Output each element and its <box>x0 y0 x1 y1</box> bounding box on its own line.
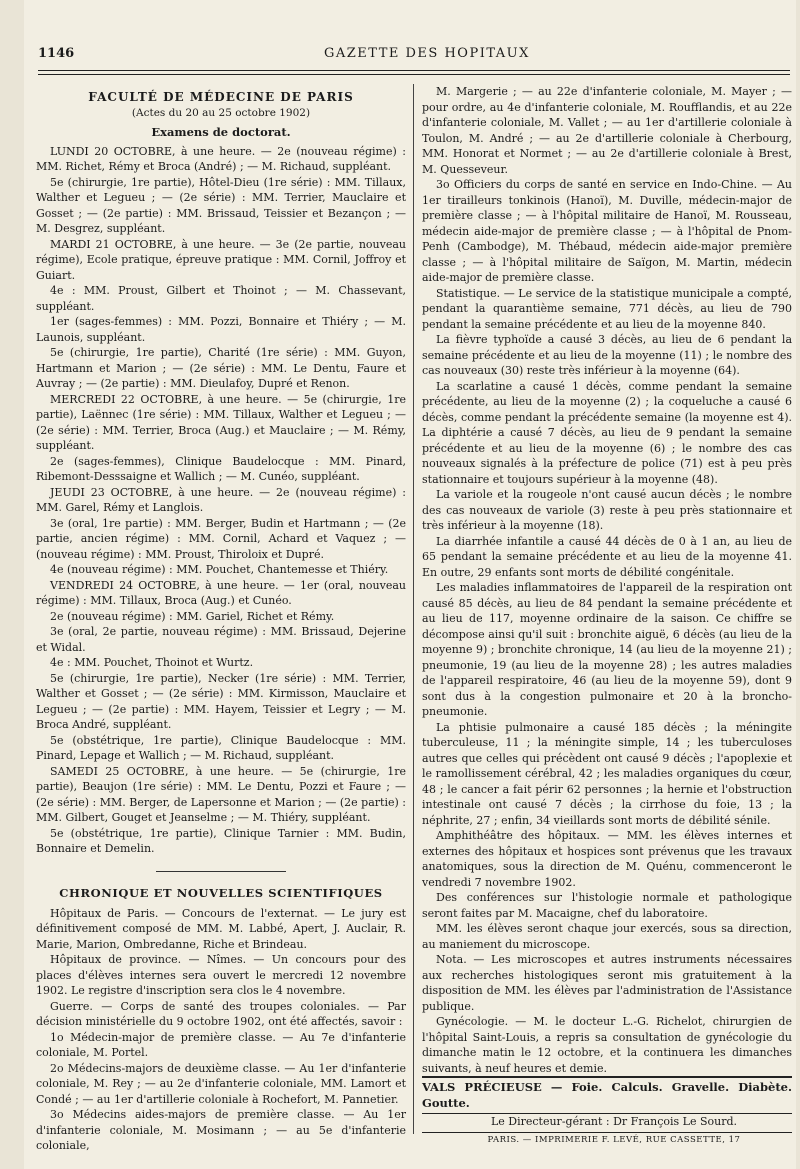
chronique-paragraph: 3o Médecins aides-majors de première classe. — Au 1er d'infanterie coloniale, M. Mosimann ; — au 5e d'infanterie coloniale, <box>36 1108 406 1152</box>
exam-paragraph: 4e (nouveau régime) : MM. Pouchet, Chantemesse et Thiéry. <box>50 563 389 576</box>
article-paragraph: La fièvre typhoïde a causé 3 décès, au lieu de 6 pendant la semaine précédente et au lieu de la moyenne (11) ; le nombre des cas nouveaux (30) reste très inférieur à la moyenne (64). <box>422 333 792 377</box>
article-paragraph: Gynécologie. — M. le docteur L.-G. Richelot, chirurgien de l'hôpital Saint-Louis, a repris sa consultation de gynécologie du dimanche matin le 12 octobre, et la continuera les dimanches suivants, à neuf heures et demie. <box>422 1015 792 1075</box>
chronique-paragraph: Guerre. — Corps de santé des troupes coloniales. — Par décision ministérielle du 9 octobre 1902, ont été affectés, savoir : <box>36 999 406 1028</box>
exam-paragraph: LUNDI 20 OCTOBRE, à une heure. — 2e (nouveau régime) : MM. Richet, Rémy et Broca (André) ; — M. Richaud, suppléant. <box>36 144 406 173</box>
article-paragraph: 3o Officiers du corps de santé en service en Indo-Chine. — Au 1er tirailleurs tonkinois (Hanoï), M. Duville, médecin-major de première classe ; — à l'hôpital militaire de Hanoï, M. Rousseau, médecin aide-major de première classe ; — à l'hôpital de Pnom-Penh (Cambodge), M. Thébaud, médecin aide-major première classe ; — à l'hôpital militaire de Saïgon, M. Martin, médecin aide-major de première classe. <box>422 178 792 284</box>
section-separator <box>36 865 406 881</box>
header-rule-double <box>38 74 790 75</box>
exam-paragraph: 5e (chirurgie, 1re partie), Charité (1re série) : MM. Guyon, Hartmann et Marion ; — (2e série) : MM. Le Dentu, Faure et Auvray ; — (2e partie) : MM. Dieulafoy, Dupré et Renon. <box>36 346 406 390</box>
article-paragraph: Statistique. — Le service de la statistique municipale a compté, pendant la quarantième semaine, 771 décès, au lieu de 790 pendant la semaine précédente et au lieu de la moyenne 840. <box>422 286 792 331</box>
right-column <box>422 84 792 1145</box>
exam-paragraph: 5e (chirurgie, 1re partie), Necker (1re série) : MM. Terrier, Walther et Gosset ; — (2e série) : MM. Kirmisson, Mauclaire et Legueu ; — (2e partie) : MM. Hayem, Teissier et Legry ; — M. Broca André, suppléant. <box>36 671 406 731</box>
exam-paragraph: 3e (oral, 2e partie, nouveau régime) : MM. Brissaud, Dejerine et Widal. <box>36 625 406 654</box>
chronique-paragraph: Hôpitaux de Paris. — Concours de l'externat. — Le jury est définitivement composé de MM. M. Labbé, Apert, J. Auclair, R. Marie, Marion, Ombredanne, Riche et Brindeau. <box>36 906 406 951</box>
chronique-list <box>36 906 406 1154</box>
exams-list <box>36 144 406 857</box>
exam-paragraph: 2e (sages-femmes), Clinique Baudelocque : MM. Pinard, Ribemont-Desssaigne et Wallich ; — M. Cunéo, suppléant. <box>36 454 406 483</box>
article-paragraph: Nota. — Les microscopes et autres instruments nécessaires aux recherches histologiques seront mis gratuitement à la disposition de MM. les élèves par l'administration de l'Assistance publique. <box>422 953 792 1013</box>
section-title-faculte: FACULTÉ DE MÉDECINE DE PARIS <box>88 90 354 104</box>
printer-line: PARIS. — IMPRIMERIE F. LEVÉ, RUE CASSETTE, 17 <box>487 1134 741 1145</box>
exam-paragraph: 5e (obstétrique, 1re partie), Clinique Baudelocque : MM. Pinard, Lepage et Wallich ; — M. Richaud, suppléant. <box>36 733 406 762</box>
exam-paragraph: SAMEDI 25 OCTOBRE, à une heure. — 5e (chirurgie, 1re partie), Beaujon (1re série) : MM. Le Dentu, Pozzi et Faure ; — (2e série) : MM. Berger, de Lapersonne et Marion ; — (2e partie) : MM. Gilbert, Gouget et Jeanselme ; — M. Thiéry, suppléant. <box>36 764 406 824</box>
article-paragraph: Amphithéâtre des hôpitaux. — MM. les élèves internes et externes des hôpitaux et hospices sont prévenus que les travaux anatomiques, sous la direction de M. Quénu, commenceront le vendredi 7 novembre 1902. <box>422 829 792 889</box>
exam-paragraph: 5e (chirurgie, 1re partie), Hôtel-Dieu (1re série) : MM. Tillaux, Walther et Legueu ; — (2e série) : MM. Terrier, Mauclaire et Gosset ; — (2e partie) : MM. Brissaud, Teissier et Bezançon ; — M. Desgrez, suppléant. <box>36 175 406 235</box>
chronique-heading: CHRONIQUE ET NOUVELLES SCIENTIFIQUES <box>59 886 383 900</box>
exam-paragraph: 1er (sages-femmes) : MM. Pozzi, Bonnaire et Thiéry ; — M. Launois, suppléant. <box>36 315 406 344</box>
chronique-paragraph: 1o Médecin-major de première classe. — Au 7e d'infanterie coloniale, M. Portel. <box>36 1030 406 1059</box>
advertisement-vals: VALS PRÉCIEUSE — Foie. Calculs. Gravelle. Diabète. Goutte. <box>422 1076 792 1114</box>
article-paragraph: La phtisie pulmonaire a causé 185 décès ; la méningite tuberculeuse, 11 ; la méningite simple, 14 ; les tuberculoses autres que celles qui précèdent ont causé 9 décès ; l'apoplexie et le ramollissement cérébral, 42 ; les maladies organiques du cœur, 48 ; le cancer a fait périr 62 personnes ; la hernie et l'obstruction intestinale ont causé 7 décès ; la cirrhose du foie, 13 ; la néphrite, 27 ; enfin, 34 vieillards sont morts de débilité sénile. <box>422 720 792 827</box>
exam-paragraph: 4e : MM. Proust, Gilbert et Thoinot ; — M. Chassevant, suppléant. <box>36 284 406 313</box>
section-subtitle-actes: (Actes du 20 au 25 octobre 1902) <box>131 106 311 119</box>
right-paragraphs <box>422 84 792 1076</box>
exam-paragraph: MERCREDI 22 OCTOBRE, à une heure. — 5e (chirurgie, 1re partie), Laënnec (1re série) : MM. Tillaux, Walther et Legueu ; — (2e série) : MM. Terrier, Broca (Aug.) et Mauclaire ; — M. Rémy, suppléant. <box>36 392 406 452</box>
header-rule <box>38 70 790 71</box>
article-paragraph: M. Margerie ; — au 22e d'infanterie coloniale, M. Mayer ; — pour ordre, au 4e d'infanterie coloniale, M. Roufflandis, et au 22e d'infanterie coloniale, M. Vallet ; — au 1er d'artillerie coloniale à Toulon, M. André ; — au 2e d'artillerie coloniale à Cherbourg, MM. Honorat et Normet ; — au 2e d'artillerie coloniale à Brest, M. Quesseveur. <box>422 85 792 176</box>
left-column <box>36 84 406 1152</box>
page-number: 1146 <box>38 46 75 61</box>
column-divider <box>413 84 414 1134</box>
article-paragraph: La diarrhée infantile a causé 44 décès de 0 à 1 an, au lieu de 65 pendant la semaine précédente et au lieu de la moyenne 41. En outre, 29 enfants sont morts de débilité congénitale. <box>422 534 792 579</box>
newspaper-page <box>24 0 796 1169</box>
article-paragraph: La scarlatine a causé 1 décès, comme pendant la semaine précédente, au lieu de la moyenne (2) ; la coqueluche a causé 6 décès, comme pendant la précédente semaine (la moyenne est 4). La diphtérie a causé 7 décès, au lieu de 9 pendant la semaine précédente et au lieu de la moyenne (6) ; le nombre des cas nouveaux signalés à la préfecture de police (71) est à peu près stationnaire et toujours supérieur à la moyenne (48). <box>422 379 792 486</box>
exam-paragraph: VENDREDI 24 OCTOBRE, à une heure. — 1er (oral, nouveau régime) : MM. Tillaux, Broca (Aug.) et Cunéo. <box>36 578 406 607</box>
exam-paragraph: 4e : MM. Pouchet, Thoinot et Wurtz. <box>50 656 254 669</box>
page-header <box>24 46 796 68</box>
exams-heading: Examens de doctorat. <box>151 125 291 139</box>
article-paragraph: MM. les élèves seront chaque jour exercés, sous sa direction, au maniement du microscope. <box>422 922 792 951</box>
chronique-paragraph: 2o Médecins-majors de deuxième classe. — Au 1er d'infanterie coloniale, M. Rey ; — au 2e d'infanterie coloniale, MM. Lamort et Condé ; — au 1er d'artillerie coloniale à Rochefort, M. Pannetier. <box>36 1061 406 1106</box>
exam-paragraph: JEUDI 23 OCTOBRE, à une heure. — 2e (nouveau régime) : MM. Garel, Rémy et Langlois. <box>36 485 406 514</box>
exam-paragraph: 5e (obstétrique, 1re partie), Clinique Tarnier : MM. Budin, Bonnaire et Demelin. <box>36 826 406 855</box>
exam-paragraph: MARDI 21 OCTOBRE, à une heure. — 3e (2e partie, nouveau régime), Ecole pratique, épreuve pratique : MM. Cornil, Joffroy et Guiart. <box>36 237 406 282</box>
running-title: GAZETTE DES HOPITAUX <box>324 46 530 61</box>
article-paragraph: La variole et la rougeole n'ont causé aucun décès ; le nombre des cas nouveaux de variole (3) reste à peu près stationnaire et très inférieur à la moyenne (18). <box>422 488 792 532</box>
exam-paragraph: 3e (oral, 1re partie) : MM. Berger, Budin et Hartmann ; — (2e partie, ancien régime) : MM. Cornil, Achard et Vaquez ; — (nouveau régime) : MM. Proust, Thiroloix et Dupré. <box>36 516 406 561</box>
publisher-line: Le Directeur-gérant : Dr François Le Sourd. <box>422 1114 792 1133</box>
exam-paragraph: 2e (nouveau régime) : MM. Gariel, Richet et Rémy. <box>50 609 335 623</box>
article-paragraph: Les maladies inflammatoires de l'appareil de la respiration ont causé 85 décès, au lieu de 84 pendant la semaine précédente et au lieu de 117, moyenne ordinaire de la saison. Ce chiffre se décompose ainsi qu'il suit : bronchite aiguë, 6 décès (au lieu de la moyenne 9) ; bronchite chronique, 14 (au lieu de la moyenne 21) ; pneumonie, 19 (au lieu de la moyenne 28) ; les autres maladies de l'appareil respiratoire, 46 (au lieu de la moyenne 59), dont 9 sont dus à la congestion pulmonaire et 20 à la broncho-pneumonie. <box>422 581 792 718</box>
article-paragraph: Des conférences sur l'histologie normale et pathologique seront faites par M. Macaigne, chef du laboratoire. <box>422 891 792 920</box>
chronique-paragraph: Hôpitaux de province. — Nîmes. — Un concours pour des places d'élèves internes sera ouvert le mercredi 12 novembre 1902. Le registre d'inscription sera clos le 4 novembre. <box>36 953 406 997</box>
